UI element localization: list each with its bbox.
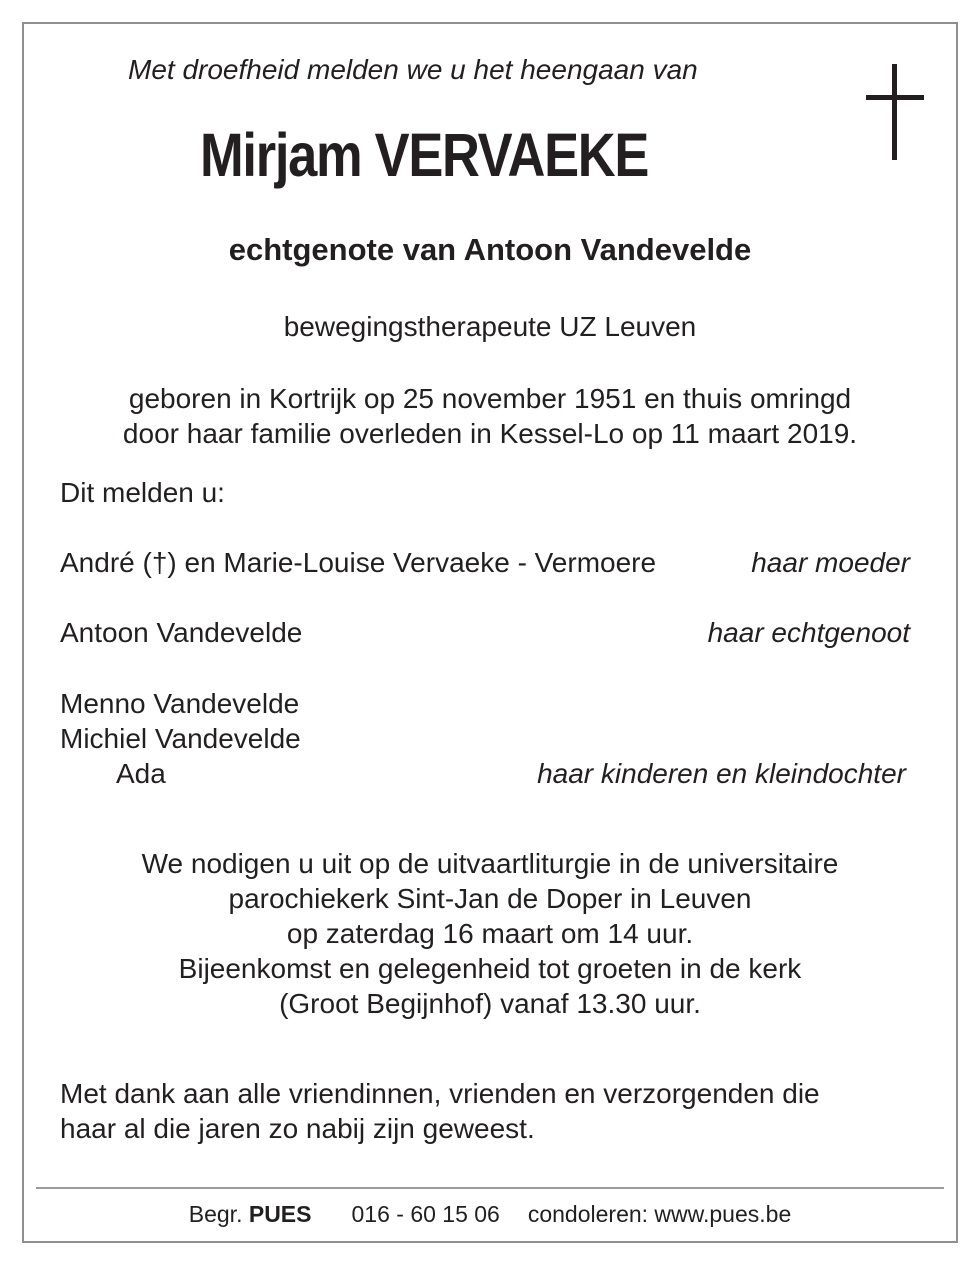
thanks-line-1: Met dank aan alle vriendinnen, vrienden en verzorgenden die (60, 1078, 820, 1109)
birth-line-1: geboren in Kortrijk op 25 november 1951 en thuis omringd (128, 383, 852, 414)
family-name-granddaughter: Ada (116, 758, 166, 789)
invitation-line-4: Bijeenkomst en gelegenheid tot groeten in de kerk (178, 953, 802, 984)
birth-death-info (24, 381, 956, 451)
spouse-line: echtgenote van Antoon Vandevelde (228, 232, 752, 267)
cross-icon (866, 64, 924, 160)
family-name-child-1: Menno Vandevelde (60, 688, 300, 719)
family-role-mother: haar moeder (751, 547, 910, 578)
family-role-husband: haar echtgenoot (707, 617, 910, 648)
invitation-line-5: (Groot Begijnhof) vanaf 13.30 uur. (279, 988, 701, 1019)
obituary-frame (22, 22, 958, 1243)
funeral-invitation (24, 846, 956, 1021)
footer (24, 1201, 956, 1228)
thanks-line-2: haar al die jaren zo nabij zijn geweest. (60, 1113, 535, 1144)
family-heading: Dit melden u: (60, 477, 225, 508)
footer-phone: 016 - 60 15 06 (351, 1201, 500, 1227)
family-name-parents: André (†) en Marie-Louise Vervaeke - Vermoere (60, 547, 657, 578)
funeral-company: PUES (248, 1201, 312, 1227)
family-role-children: haar kinderen en kleindochter (537, 758, 906, 789)
thanks-text (60, 1076, 820, 1146)
birth-line-2: door haar familie overleden in Kessel-Lo op 11 maart 2019. (122, 418, 858, 449)
family-name-husband: Antoon Vandevelde (60, 617, 303, 648)
invitation-line-1: We nodigen u uit op de uitvaartliturgie in de universitaire (141, 848, 839, 879)
profession: bewegingstherapeute UZ Leuven (283, 311, 697, 342)
intro-text: Met droefheid melden we u het heengaan van (128, 54, 698, 85)
footer-prefix: Begr. (188, 1201, 243, 1227)
footer-divider (36, 1187, 944, 1189)
deceased-name: Mirjam VERVAEKE (200, 121, 649, 189)
invitation-line-3: op zaterdag 16 maart om 14 uur. (286, 918, 694, 949)
family-name-child-2: Michiel Vandevelde (60, 723, 301, 754)
invitation-line-2: parochiekerk Sint-Jan de Doper in Leuven (228, 883, 752, 914)
footer-condolence-link[interactable]: condoleren: www.pues.be (527, 1201, 792, 1227)
